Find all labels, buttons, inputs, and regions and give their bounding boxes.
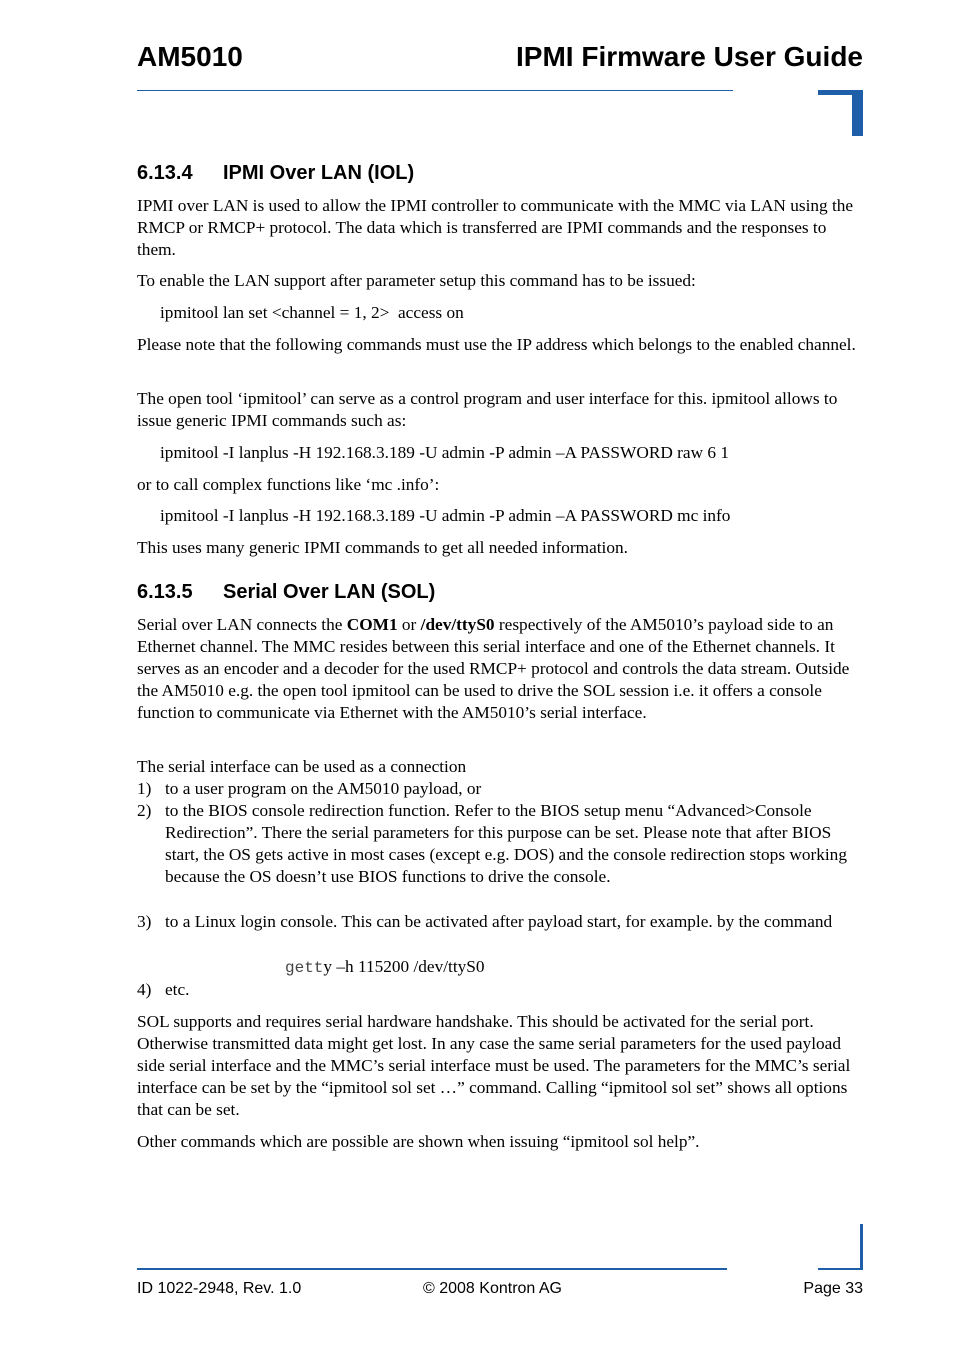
paragraph bbox=[137, 614, 863, 724]
list-text: to a user program on the AM5010 payload, or bbox=[165, 779, 482, 798]
footer-rule bbox=[137, 1268, 727, 1270]
page-number: Page 33 bbox=[803, 1280, 863, 1297]
list-number: 3) bbox=[137, 912, 152, 931]
list-number: 2) bbox=[137, 801, 152, 820]
section-heading-sol bbox=[137, 580, 435, 604]
document-id: ID 1022-2948, Rev. 1.0 bbox=[137, 1280, 302, 1297]
command-line: ipmitool -I lanplus -H 192.168.3.189 -U admin -P admin –A PASSWORD mc info bbox=[160, 506, 731, 525]
paragraph: The serial interface can be used as a connection bbox=[137, 757, 467, 776]
paragraph: or to call complex functions like ‘mc .info’: bbox=[137, 475, 440, 494]
text-run: respectively of the AM5010’s payload side to an Ethernet channel. The MMC resides between this serial interface and one of the Ethernet channels. It serves as an encoder and a decoder for the used RMCP+ protocol and controls the data stream. Outside the AM5010 e.g. the open tool ipmitool can be used to drive the SOL session i.e. it offers a console function to communicate via Ethernet with the AM5010’s serial interface. bbox=[137, 615, 850, 722]
section-title: Serial Over LAN (SOL) bbox=[223, 581, 436, 603]
footer-corner-mark bbox=[860, 1224, 863, 1270]
footer-rule-right bbox=[818, 1268, 863, 1270]
paragraph: Please note that the following commands must use the IP address which belongs to the enabled channel. bbox=[137, 335, 856, 354]
header-corner-mark-vertical bbox=[852, 90, 863, 136]
list-number: 1) bbox=[137, 779, 152, 798]
list-number: 4) bbox=[137, 980, 152, 999]
paragraph: This uses many generic IPMI commands to get all needed information. bbox=[137, 538, 628, 557]
command-line bbox=[285, 956, 485, 979]
guide-title: IPMI Firmware User Guide bbox=[516, 41, 863, 72]
paragraph: IPMI over LAN is used to allow the IPMI controller to communicate with the MMC via LAN using the RMCP or RMCP+ protocol. The data which is transferred are IPMI commands and the responses to them. bbox=[137, 196, 854, 259]
text-run: Serial over LAN connects the bbox=[137, 615, 347, 634]
command-line: ipmitool lan set <channel = 1, 2> access on bbox=[160, 303, 464, 322]
paragraph: SOL supports and requires serial hardware handshake. This should be activated for the serial port. Otherwise transmitted data might get lost. In any case the same serial parameters for the used payload side serial interface and the MMC’s serial interface must be used. The parameters for the MMC’s serial interface can be set by the “ipmitool sol set …” command. Calling “ipmitool sol set” shows all options that can be set. bbox=[137, 1012, 851, 1119]
section-heading-iol bbox=[137, 161, 414, 185]
paragraph: To enable the LAN support after parameter setup this command has to be issued: bbox=[137, 271, 696, 290]
bold-term: COM1 bbox=[346, 615, 398, 634]
paragraph: Other commands which are possible are shown when issuing “ipmitool sol help”. bbox=[137, 1132, 700, 1151]
copyright: © 2008 Kontron AG bbox=[423, 1280, 562, 1297]
text-run: or bbox=[397, 615, 421, 634]
section-title: IPMI Over LAN (IOL) bbox=[223, 162, 415, 184]
mono-text: gett bbox=[285, 959, 324, 977]
section-number: 6.13.5 bbox=[137, 581, 193, 603]
product-name: AM5010 bbox=[137, 41, 243, 72]
command-line: ipmitool -I lanplus -H 192.168.3.189 -U admin -P admin –A PASSWORD raw 6 1 bbox=[160, 443, 729, 462]
header-rule bbox=[137, 90, 733, 91]
text-run: y –h 115200 /dev/ttyS0 bbox=[323, 957, 485, 976]
list-text: to a Linux login console. This can be activated after payload start, for example. by the command bbox=[165, 912, 833, 931]
list-text: to the BIOS console redirection function. Refer to the BIOS setup menu “Advanced>Console Redirection”. There the serial parameters for this purpose can be set. Please note that after BIOS start, the OS gets active in most cases (except e.g. DOS) and the console redirection stops working because the OS doesn’t use BIOS functions to drive the console. bbox=[165, 801, 847, 886]
bold-term: /dev/ttyS0 bbox=[420, 615, 495, 634]
section-number: 6.13.4 bbox=[137, 162, 193, 184]
list-text: etc. bbox=[165, 980, 190, 999]
paragraph: The open tool ‘ipmitool’ can serve as a control program and user interface for this. ipmitool allows to issue generic IPMI commands such as: bbox=[137, 389, 838, 430]
